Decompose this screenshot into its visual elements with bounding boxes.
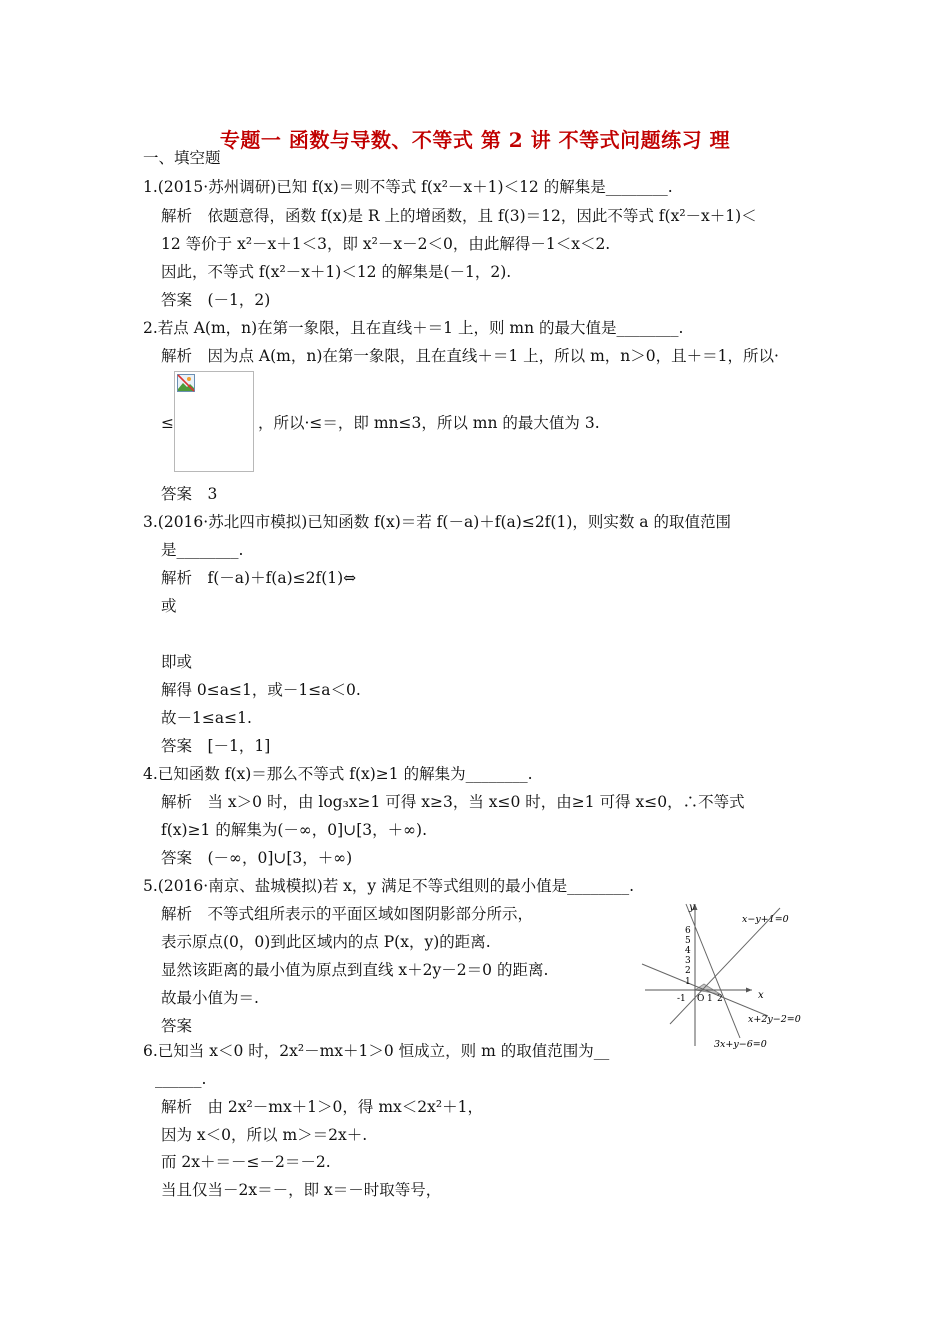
q1-analysis-line-2: 12 等价于 x²－x＋1＜3，即 x²－x－2＜0，由此解得－1＜x＜2.: [161, 235, 611, 253]
y-tick: 5: [685, 936, 691, 946]
q5-region-graph: [640, 898, 820, 1054]
q2-answer: 答案 3: [161, 485, 218, 503]
q3-analysis-line-2: 或: [161, 597, 177, 615]
q6-analysis-line-2: 因为 x＜0，所以 m＞＝2x＋.: [161, 1126, 368, 1144]
q2-analysis-line-1: 解析 因为点 A(m，n)在第一象限，且在直线＋＝1 上，所以 m，n＞0，且＋＝1，所以·: [161, 347, 779, 365]
question-6-line-2: ______.: [155, 1070, 207, 1088]
q5-analysis-line-2: 表示原点(0，0)到此区域内的点 P(x，y)的距离.: [161, 933, 491, 951]
question-4: 4.已知函数 f(x)＝那么不等式 f(x)≥1 的解集为________.: [143, 765, 533, 783]
q1-analysis-line-3: 因此，不等式 f(x²－x＋1)＜12 的解集是(－1，2).: [161, 263, 512, 281]
y-tick: 1: [685, 977, 691, 987]
x-tick: 1: [707, 994, 713, 1004]
x-tick: -1: [677, 994, 686, 1004]
section-heading: 一、填空题: [143, 149, 221, 167]
question-2: 2.若点 A(m，n)在第一象限，且在直线＋＝1 上，则 mn 的最大值是________.: [143, 319, 684, 337]
page-title: 专题一 函数与导数、不等式 第 2 讲 不等式问题练习 理: [219, 128, 731, 152]
x-tick: 2: [717, 994, 723, 1004]
x-axis-label: x: [758, 990, 764, 1001]
y-tick: 3: [685, 956, 691, 966]
question-1: 1.(2015·苏州调研)已知 f(x)＝则不等式 f(x²－x＋1)＜12 的解集是________.: [143, 178, 673, 196]
q5-answer: 答案: [161, 1017, 193, 1035]
q3-analysis-line-3: 即或: [161, 653, 193, 671]
q3-analysis-line-1: 解析 f(－a)＋f(a)≤2f(1)⇔: [161, 569, 357, 587]
question-6-line-1: 6.已知当 x＜0 时，2x²－mx＋1＞0 恒成立，则 m 的取值范围为__: [143, 1042, 610, 1060]
line-label: x+2y−2=0: [748, 1014, 801, 1025]
q2-analysis-line-2a: ≤: [161, 414, 174, 432]
line-label: x−y+1=0: [742, 914, 789, 925]
q4-analysis-line-1: 解析 当 x＞0 时，由 log₃x≥1 可得 x≥3，当 x≤0 时，由≥1 可得 x≤0，∴不等式: [161, 793, 745, 811]
q6-analysis-line-3: 而 2x＋＝－≤－2＝－2.: [161, 1153, 331, 1171]
question-3-line-1: 3.(2016·苏北四市模拟)已知函数 f(x)＝若 f(－a)＋f(a)≤2f(1)，则实数 a 的取值范围: [143, 513, 731, 531]
question-5: 5.(2016·南京、盐城模拟)若 x，y 满足不等式组则的最小值是________.: [143, 877, 635, 895]
q1-analysis-line-1: 解析 依题意得，函数 f(x)是 R 上的增函数，且 f(3)＝12，因此不等式 f(x²－x＋1)＜: [161, 207, 757, 225]
y-axis-label: y: [689, 902, 695, 913]
x-axis-arrow: [746, 988, 752, 993]
question-3-line-2: 是________.: [161, 541, 244, 559]
q5-analysis-line-1: 解析 不等式组所表示的平面区域如图阴影部分所示，: [161, 905, 534, 923]
q1-answer: 答案 (－1，2): [161, 291, 271, 309]
q3-analysis-line-4: 解得 0≤a≤1，或－1≤a＜0.: [161, 681, 361, 699]
shaded-region: [695, 984, 720, 994]
q3-analysis-line-5: 故－1≤a≤1.: [161, 709, 252, 727]
line-label: 3x+y−6=0: [714, 1039, 767, 1050]
q6-analysis-line-1: 解析 由 2x²－mx＋1＞0，得 mx＜2x²＋1，: [161, 1098, 483, 1116]
line-3x-plus-y-minus-6: [686, 904, 740, 1038]
q2-analysis-line-2b: ，所以·≤＝，即 mn≤3，所以 mn 的最大值为 3.: [258, 414, 600, 432]
q6-analysis-line-4: 当且仅当－2x＝－，即 x＝－时取等号，: [161, 1181, 442, 1199]
q4-analysis-line-2: f(x)≥1 的解集为(－∞，0]∪[3，＋∞).: [161, 821, 427, 839]
y-tick: 6: [685, 926, 691, 936]
q5-analysis-line-3: 显然该距离的最小值为原点到直线 x＋2y－2＝0 的距离.: [161, 961, 549, 979]
q5-analysis-line-4: 故最小值为＝.: [161, 989, 259, 1007]
q3-answer: 答案 [－1，1]: [161, 737, 271, 755]
y-tick: 2: [685, 966, 691, 976]
y-tick: 4: [685, 946, 691, 956]
x-tick: O: [697, 994, 705, 1004]
broken-image-placeholder: [174, 371, 254, 472]
q4-answer: 答案 (－∞，0]∪[3，＋∞): [161, 849, 353, 867]
broken-image-icon: [177, 374, 195, 392]
